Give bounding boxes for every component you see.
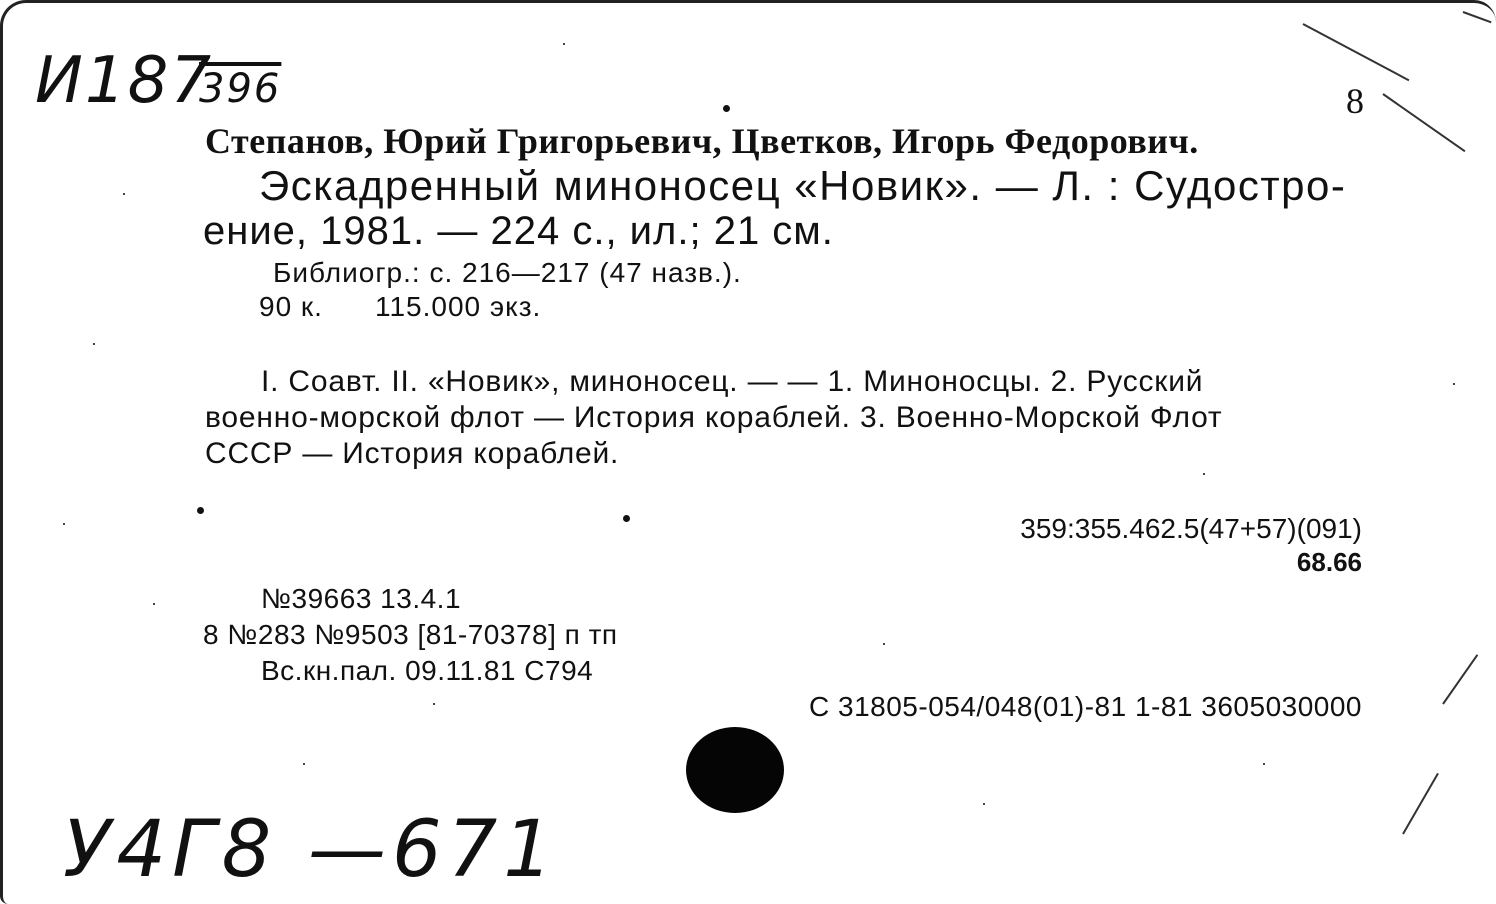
subjects-line-2: военно-морской флот — История кораблей. 3. Военно-Морской Флот [205,401,1223,434]
udc-code: 359:355.462.5(47+57)(091) [1020,513,1362,544]
scan-speck [153,603,155,605]
scan-speck [563,43,565,45]
scan-scratch [1382,93,1465,152]
scan-speck [883,643,885,645]
scan-scratch [1463,11,1492,23]
scan-speck [123,193,125,195]
title-line-1: Эскадренный миноносец «Новик». — Л. : Судостро- [259,162,1347,209]
handwritten-shelf-mark: И187 [35,44,214,118]
ink-spot [623,515,630,522]
subjects-line-1: I. Соавт. II. «Новик», миноносец. — — 1. Миноносцы. 2. Русский [261,365,1204,398]
scan-speck [63,523,65,525]
ink-spot [197,507,204,514]
tech-line-1: №39663 13.4.1 [261,583,462,614]
ink-spot [723,105,730,112]
scan-speck [1263,763,1265,765]
subjects-line-3: СССР — История кораблей. [205,437,620,470]
handwritten-shelf-subnumber: 396 [199,66,282,112]
price-line [259,293,541,321]
title-line-2: ение, 1981. — 224 с., ил.; 21 см. [203,209,834,253]
tech-line-2: 8 №283 №9503 [81-70378] п тп [203,619,618,650]
author-heading: Степанов, Юрий Григорьевич, Цветков, Игорь Федорович. [205,121,1199,161]
bibliography-note: Библиогр.: с. 216—217 (47 назв.). [273,257,742,288]
punch-hole [686,727,784,813]
card-number: 8 [1346,81,1364,121]
scan-speck [433,703,435,705]
print-run: 115.000 экз. [374,291,542,322]
scan-scratch [1442,654,1478,704]
scan-speck [93,343,95,345]
scan-speck [303,763,305,765]
price: 90 к. [259,291,323,322]
scan-speck [1453,383,1455,385]
tech-line-3: Вс.кн.пал. 09.11.81 С794 [261,655,594,686]
scan-scratch [1402,773,1439,835]
scan-scratch [1303,23,1410,81]
bbk-code: 68.66 [1296,547,1362,577]
scan-speck [1203,473,1205,475]
tech-line-4: С 31805-054/048(01)-81 1-81 3605030000 [809,691,1362,722]
handwritten-classification: У4Г8 —671 [63,805,559,895]
scan-speck [983,803,985,805]
